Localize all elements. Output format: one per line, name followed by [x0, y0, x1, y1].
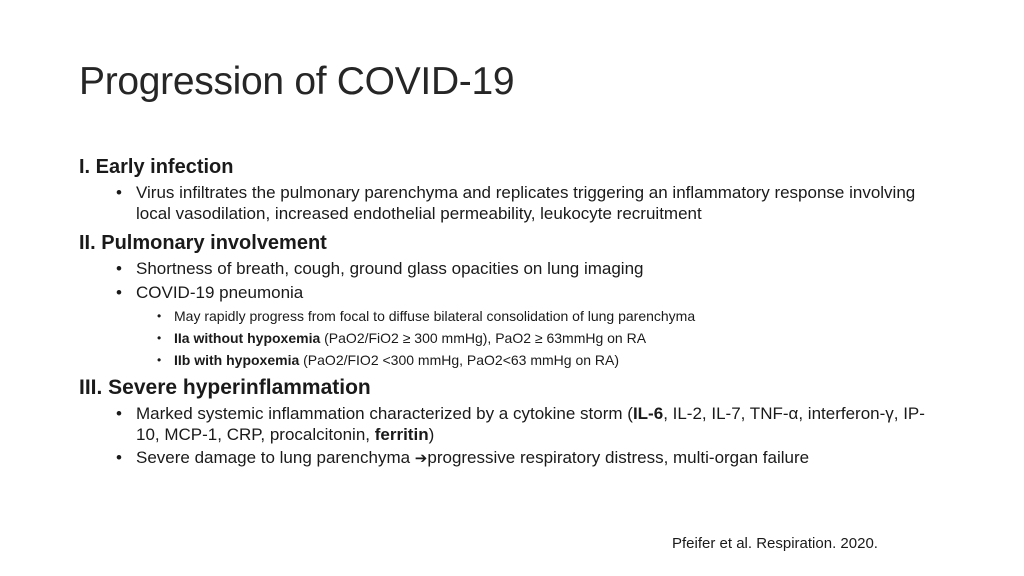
sub-list-item	[157, 351, 939, 369]
sub-list-item	[157, 307, 939, 325]
slide-title: Progression of COVID-19	[79, 60, 515, 103]
sub-list-item-bold: IIa without hypoxemia	[174, 330, 321, 346]
list-item-text: COVID-19 pneumonia	[136, 282, 304, 302]
list-item	[116, 183, 936, 224]
list-item-text: Marked systemic inflammation characterized by a cytokine storm (	[136, 404, 633, 423]
bullet-list	[79, 183, 939, 224]
slide-body	[79, 154, 939, 469]
list-item-text: Shortness of breath, cough, ground glass opacities on lung imaging	[136, 259, 644, 278]
bullet-icon: •	[116, 404, 122, 423]
list-item-text: , IL-2, IL-7, TNF-α, interferon-γ, IP-10, MCP-1, CRP, procalcitonin,	[136, 404, 925, 444]
bullet-icon: •	[157, 309, 162, 323]
list-item-bold: IL-6	[632, 404, 664, 423]
list-item-bold: ferritin	[374, 424, 429, 444]
bullet-icon: •	[116, 282, 122, 302]
list-item-text: Virus infiltrates the pulmonary parenchyma and replicates triggering an inflammatory response involving local vasodilation, increased endothelial permeability, leukocyte recruitment	[136, 183, 916, 223]
sub-list-item-text: (PaO2/FIO2 <300 mmHg, PaO2<63 mmHg on RA)	[299, 352, 620, 368]
bullet-list	[79, 404, 939, 469]
list-item-text: )	[428, 424, 435, 444]
bullet-icon: •	[157, 331, 162, 345]
section-early-infection	[79, 154, 939, 224]
bullet-icon: •	[116, 183, 122, 202]
section-heading: I. Early infection	[79, 156, 234, 178]
list-item	[116, 404, 936, 445]
sub-list-item-bold: IIb with hypoxemia	[174, 352, 300, 368]
sub-list-item-text: (PaO2/FiO2 ≥ 300 mmHg), PaO2 ≥ 63mmHg on RA	[320, 330, 647, 346]
list-item	[116, 282, 936, 304]
section-pulmonary-involvement	[79, 230, 939, 369]
section-heading: II. Pulmonary involvement	[79, 232, 327, 254]
bullet-list	[79, 259, 939, 303]
sub-list-item	[157, 329, 939, 347]
section-severe-hyperinflammation	[79, 375, 939, 469]
bullet-icon: •	[157, 353, 162, 367]
list-item-text: Severe damage to lung parenchyma	[136, 448, 415, 467]
sub-bullet-list	[79, 307, 939, 369]
sub-list-item-text: May rapidly progress from focal to diffuse bilateral consolidation of lung parenchyma	[174, 308, 696, 324]
list-item	[116, 448, 936, 469]
citation: Pfeifer et al. Respiration. 2020.	[672, 535, 878, 552]
section-heading: III. Severe hyperinflammation	[79, 376, 371, 399]
bullet-icon: •	[116, 448, 122, 467]
list-item-text: progressive respiratory distress, multi-organ failure	[427, 448, 810, 467]
right-arrow-icon: ➔	[414, 449, 428, 467]
bullet-icon: •	[116, 259, 122, 278]
list-item	[116, 259, 936, 280]
